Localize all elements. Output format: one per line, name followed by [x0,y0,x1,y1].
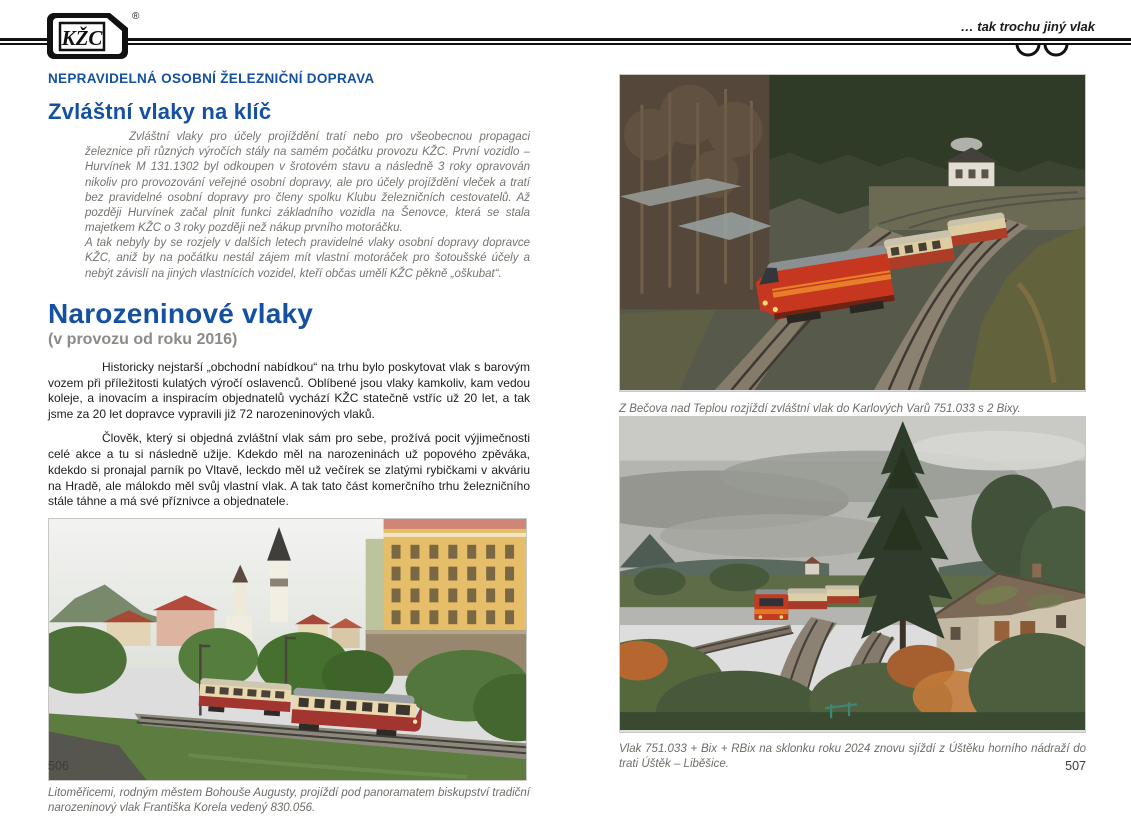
header-double-rule [0,38,1131,45]
right-page [619,0,1086,800]
photo-litomerice [48,518,527,781]
section2-title: Narozeninové vlaky [48,297,314,329]
body-paragraph: Člověk, který si objedná zvláštní vlak sám pro sebe, prožívá pocit výjimečnosti celé akce a tu si následně užije. Kdekdo měl na narozeninách už popového zpěváka, kdekdo si pronajal parník po Vltavě, leckdo měl už večírek se zlatými rybičkami v akváriu na Hradě, ale málokdo měl svůj vlastní vlak. A tak tato část komerčního trhu železničního stále táhne a má své příznivce a objednatele. [48,431,530,509]
photo-caption-becov: Z Bečova nad Teplou rozjíždí zvláštní vlak do Karlových Varů 751.033 s 2 Bixy. [619,403,1021,415]
section1-title: Zvláštní vlaky na klíč [48,99,272,124]
photo-caption-litomerice: Litoměřicemi, rodným městem Bohouše Augusty, projíždí pod panoramatem biskupství tradiční narozeninový vlak Františka Korela vedený 830.056. [48,787,530,815]
photo-becov [619,74,1086,392]
kzc-logo [42,5,146,65]
running-head: … tak trochu jiný vlak [960,19,1095,34]
intro-paragraph: Zvláštní vlaky pro účely projíždění tratí nebo pro všeobecnou propagaci železnice při různých výročích stály na samém počátku provozu KŽC. První vozidlo – Hurvínek M 131.1302 byl odkoupen v šrotovém stavu a následně 3 roky opravován nikoliv pro provozování veřejné osobní dopravy, ale pro účely projíždění vleček a tratí bez pravidelné osobní dopravy pro členy spolku Klubu železničních cestovatelů. Až později Hurvínek začal plnit funkci základního vozidla na Šenovce, která se stala majetkem KŽC o 3 roky později než nákup prvního motoráčku. [85,131,530,235]
body-paragraph: Historicky nejstarší „obchodní nabídkou“ na trhu bylo poskytovat vlak s barovým vozem při příležitosti kulatých výročí oslavenců. Oblíbené jsou vlaky kamkoliv, kam vedou koleje, a inovacím a inspiracím objednatelů vychází KŽC statečně vstříc už 20 let, a tak jsme za 20 let dopravce vypravili již 72 narozeninových vlaků. [48,359,530,422]
intro-paragraph: A tak nebyly by se rozjely v dalších letech pravidelné vlaky osobní dopravy dopravce KŽC, aniž by na počátku nestál zájem mít vlastní motoráček pro šotoušské účely a nebýt závislí na jiných vlastnících vozidel, kteří občas uměli KŽC pěkně „oškubat“. [85,237,530,280]
photo-ustek [619,416,1086,733]
section2-body [48,360,530,510]
left-page [48,71,530,815]
section1-intro [85,130,530,282]
registered-mark: ® [132,11,140,22]
section2-subtitle: (v provozu od roku 2016) [48,330,238,348]
kzc-logo-text: KŽC [61,26,103,50]
page-number-right: 507 [1065,759,1086,773]
kicker-heading: NEPRAVIDELNÁ OSOBNÍ ŽELEZNIČNÍ DOPRAVA [48,71,375,86]
photo-caption-ustek: Vlak 751.033 + Bix + RBix na sklonku roku 2024 znovu sjíždí z Úštěku horního nádraží do trati Úštěk – Liběšice. [619,743,1086,771]
page-number-left: 506 [48,759,69,773]
